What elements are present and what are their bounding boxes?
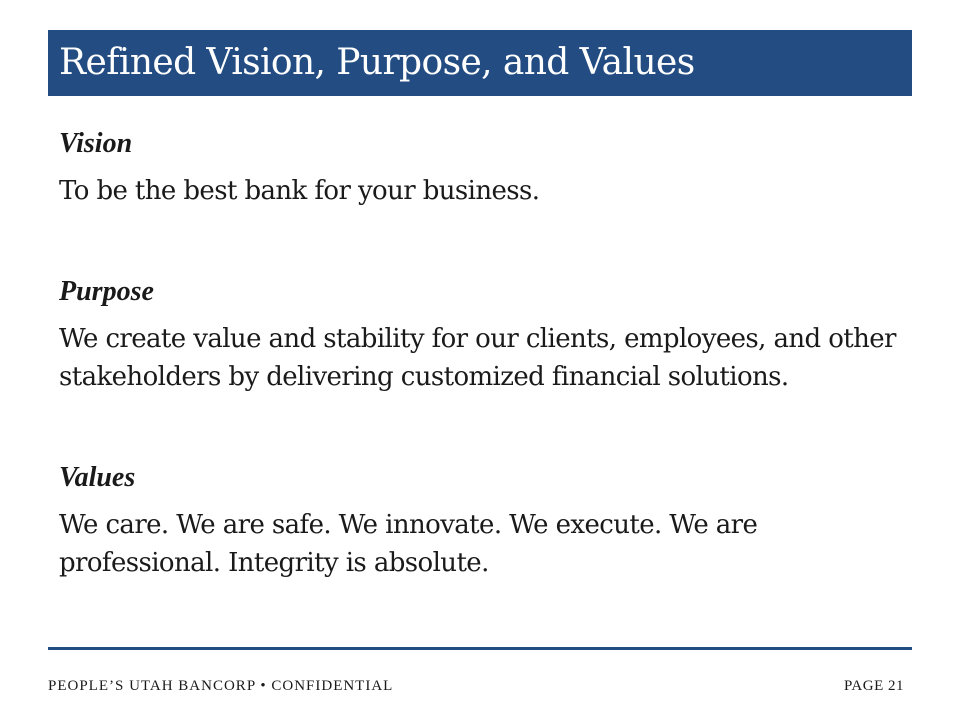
section-text-vision: To be the best bank for your business. [59, 176, 540, 206]
section-heading-purpose: Purpose [59, 276, 154, 307]
section-text-purpose: We create value and stability for our clients, employees, and other stakeholders by delivering customized financial solutions. [59, 324, 896, 392]
slide-title: Refined Vision, Purpose, and Values [59, 42, 695, 83]
footer-page-number: PAGE 21 [843, 678, 904, 694]
footer-company: PEOPLE’S UTAH BANCORP • CONFIDENTIAL [48, 678, 394, 694]
section-heading-vision: Vision [59, 128, 133, 159]
footer-rule [48, 647, 912, 650]
section-heading-values: Values [59, 462, 136, 493]
section-purpose [59, 272, 904, 396]
section-text-values: We care. We are safe. We innovate. We execute. We are professional. Integrity is absolute. [59, 510, 758, 578]
section-vision [59, 124, 904, 210]
title-bar [48, 30, 912, 96]
slide-body [59, 124, 904, 582]
section-values [59, 458, 904, 582]
